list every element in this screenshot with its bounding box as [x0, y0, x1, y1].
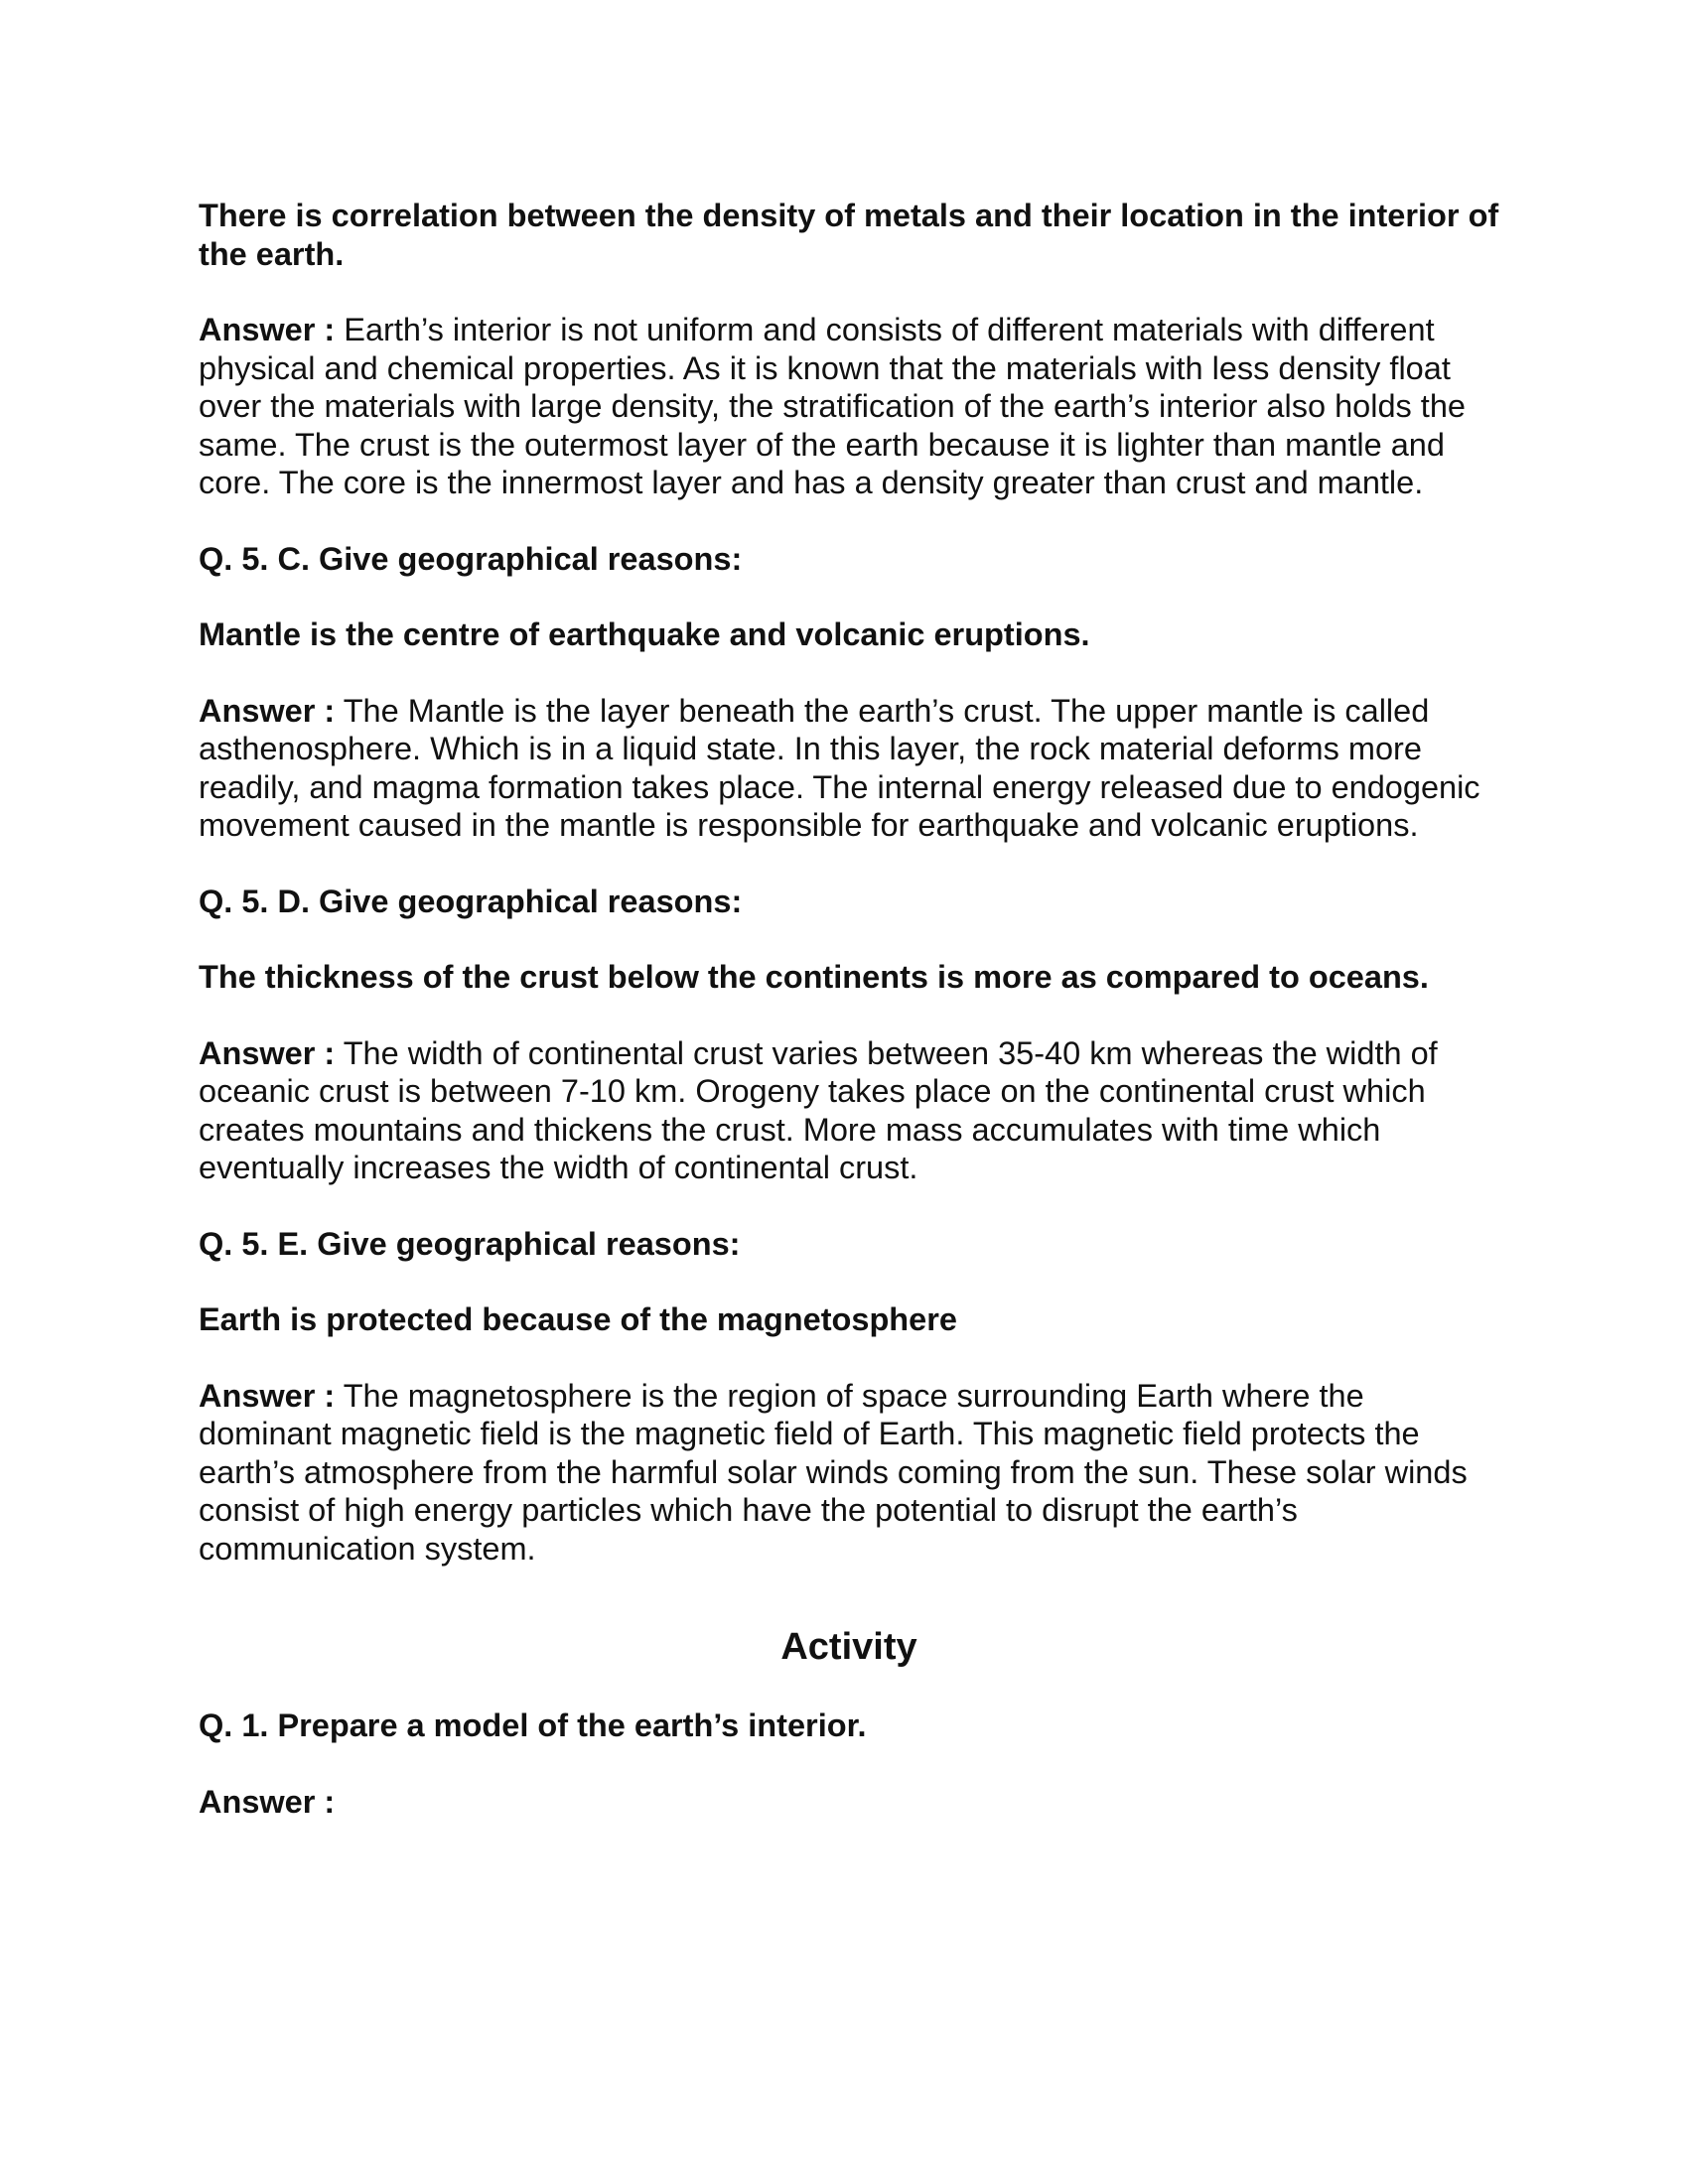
answer-5c — [199, 692, 1499, 845]
activity-heading: Activity — [780, 1626, 917, 1668]
answer-text: The Mantle is the layer beneath the earth’s crust. The upper mantle is called asthenosphere. Which is in a liquid state. In this layer, the rock material deforms more readily, and magma formation takes place. The internal energy released due to endogenic movement caused in the mantle is responsible for earthquake and volcanic eruptions. — [199, 692, 1480, 843]
activity-question-1: Q. 1. Prepare a model of the earth’s interior. — [199, 1707, 867, 1743]
question-statement-correlation: There is correlation between the density of metals and their location in the interior of the earth. — [199, 198, 1499, 272]
question-heading-5c: Q. 5. C. Give geographical reasons: — [199, 540, 743, 577]
answer-text: The width of continental crust varies between 35-40 km whereas the width of oceanic crust is between 7-10 km. Orogeny takes place on the continental crust which creates mountains and thickens the crust. More mass accumulates with time which eventually increases the width of continental crust. — [199, 1034, 1438, 1185]
question-heading-5d: Q. 5. D. Give geographical reasons: — [199, 883, 743, 919]
answer-text: The magnetosphere is the region of space surrounding Earth where the dominant magnetic field is the magnetic field of Earth. This magnetic field protects the earth’s atmosphere from the harmful solar winds coming from the sun. These solar winds consist of high energy particles which have the potential to disrupt the earth’s communication system. — [199, 1377, 1468, 1567]
answer-5d — [199, 1034, 1499, 1187]
question-statement-5d: The thickness of the crust below the continents is more as compared to oceans. — [199, 959, 1429, 995]
document-page — [199, 197, 1499, 1858]
activity-answer-1-label: Answer : — [199, 1783, 336, 1820]
answer-label: Answer : — [199, 312, 336, 347]
answer-5e — [199, 1377, 1499, 1569]
answer-label: Answer : — [199, 1034, 336, 1071]
answer-text: Earth’s interior is not uniform and consists of different materials with different physical and chemical properties. As it is known that the materials with less density float over the materials with large density, the stratification of the earth’s interior also holds the same. The crust is the outermost layer of the earth because it is lighter than mantle and core. The core is the innermost layer and has a density greater than crust and mantle. — [199, 312, 1466, 500]
answer-label: Answer : — [199, 692, 336, 729]
question-heading-5e: Q. 5. E. Give geographical reasons: — [199, 1225, 741, 1262]
question-statement-5c: Mantle is the centre of earthquake and volcanic eruptions. — [199, 616, 1090, 652]
answer-label: Answer : — [199, 1377, 336, 1414]
answer-correlation — [199, 311, 1499, 502]
question-statement-5e: Earth is protected because of the magnetosphere — [199, 1301, 957, 1337]
